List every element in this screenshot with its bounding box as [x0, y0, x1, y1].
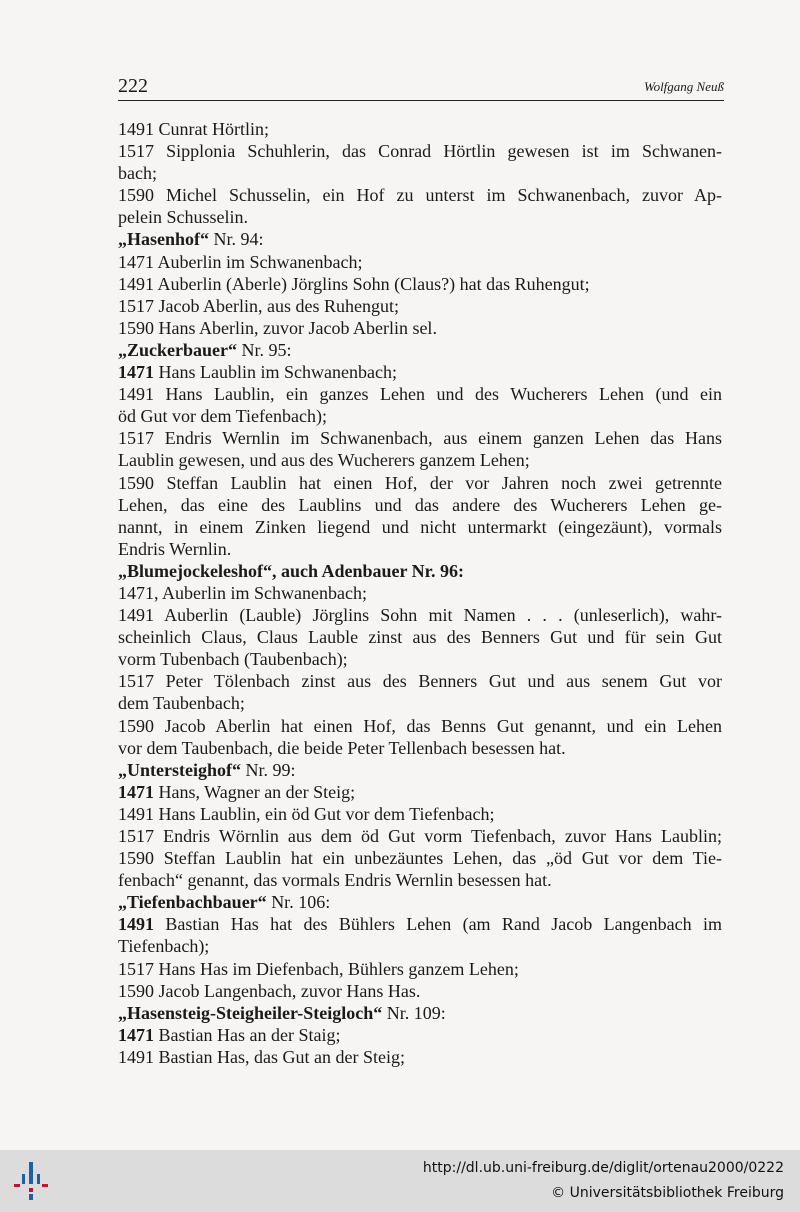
bold-heading-text: „Hasensteig-Steigheiler-Steigloch“	[118, 1002, 383, 1023]
text-line	[118, 273, 722, 295]
text-line	[118, 913, 722, 935]
text-line	[118, 980, 722, 1002]
line-text: 1590 Jacob Aberlin hat einen Hof, das Benns Gut genannt, und ein Lehen	[118, 715, 722, 736]
line-text: 1471 Auberlin im Schwanenbach;	[118, 251, 363, 272]
text-line	[118, 825, 722, 847]
line-text: 1491 Auberlin (Lauble) Jörglins Sohn mit Namen . . . (unleserlich), wahr-	[118, 605, 722, 626]
bold-heading-text: „Tiefenbachbauer“	[118, 892, 267, 913]
line-text: Laublin gewesen, und aus des Wucherers ganzem Lehen;	[118, 450, 530, 471]
line-text: 1491 Bastian Has, das Gut an der Steig;	[118, 1046, 405, 1067]
line-text: 1491 Hans Laublin, ein ganzes Lehen und des Wucherers Lehen (und ein	[118, 384, 722, 405]
bold-heading-text: „Zuckerbauer“	[118, 339, 237, 360]
line-text: bach;	[118, 163, 157, 184]
text-line	[118, 958, 722, 980]
text-line	[118, 1046, 722, 1068]
text-line	[118, 626, 722, 648]
running-head-author: Wolfgang Neuß	[643, 79, 724, 94]
line-text: nannt, in einem Zinken liegend und nicht untermarkt (eingezäunt), vormals	[118, 516, 722, 537]
bold-heading-text: 1471	[118, 781, 154, 802]
ub-freiburg-logo-icon[interactable]	[10, 1160, 52, 1202]
bold-heading-text: 1471	[118, 1024, 154, 1045]
text-line	[118, 560, 722, 582]
text-line	[118, 118, 722, 140]
text-line	[118, 1002, 722, 1024]
text-line	[118, 670, 722, 692]
line-text: Hans Laublin im Schwanenbach;	[154, 362, 397, 383]
line-text: vorm Tubenbach (Taubenbach);	[118, 649, 348, 670]
line-text: Nr. 95:	[237, 339, 292, 360]
line-text: Nr. 94:	[209, 229, 264, 250]
line-text: 1590 Hans Aberlin, zuvor Jacob Aberlin sel.	[118, 317, 437, 338]
line-text: vor dem Taubenbach, die beide Peter Tellenbach besessen hat.	[118, 737, 566, 758]
text-line	[118, 869, 722, 891]
line-text: 1471, Auberlin im Schwanenbach;	[118, 582, 367, 603]
line-text: 1517 Endris Wernlin im Schwanenbach, aus einem ganzen Lehen das Hans	[118, 428, 722, 449]
page-number: 222	[118, 75, 148, 97]
line-text: 1517 Hans Has im Diefenbach, Bühlers ganzem Lehen;	[118, 958, 519, 979]
page-header	[118, 74, 724, 101]
line-text: 1590 Steffan Laublin hat ein unbezäuntes Lehen, das „öd Gut vor dem Tie-	[118, 848, 722, 869]
text-line	[118, 1024, 722, 1046]
text-line	[118, 449, 722, 471]
text-line	[118, 692, 722, 714]
text-line	[118, 516, 722, 538]
line-text: Nr. 99:	[240, 759, 296, 780]
text-line	[118, 472, 722, 494]
text-line	[118, 383, 722, 405]
text-line	[118, 759, 722, 781]
line-text: 1517 Sipplonia Schuhlerin, das Conrad Hörtlin gewesen ist im Schwanen-	[118, 141, 722, 162]
text-line	[118, 317, 722, 339]
bold-heading-text: 1471	[118, 362, 154, 383]
text-line	[118, 184, 722, 206]
text-line	[118, 206, 722, 228]
line-text: Nr. 109:	[382, 1002, 446, 1023]
text-line	[118, 361, 722, 383]
text-line	[118, 162, 722, 184]
text-line	[118, 295, 722, 317]
bold-heading-text: 1491	[118, 914, 154, 935]
line-text: pelein Schusselin.	[118, 207, 248, 228]
line-text: 1590 Michel Schusselin, ein Hof zu unterst im Schwanenbach, zuvor Ap-	[118, 185, 722, 206]
text-line	[118, 582, 722, 604]
text-line	[118, 715, 722, 737]
line-text: fenbach“ genannt, das vormals Endris Wernlin besessen hat.	[118, 870, 552, 891]
text-line	[118, 604, 722, 626]
text-line	[118, 803, 722, 825]
text-line	[118, 648, 722, 670]
line-text: Tiefenbach);	[118, 936, 210, 957]
line-text: 1590 Steffan Laublin hat einen Hof, der vor Jahren noch zwei getrennte	[118, 472, 722, 493]
line-text: 1590 Jacob Langenbach, zuvor Hans Has.	[118, 980, 421, 1001]
line-text: 1517 Jacob Aberlin, aus des Ruhengut;	[118, 295, 399, 316]
line-text: Lehen, das eine des Laublins und das andere des Wucherers Lehen ge-	[118, 494, 722, 515]
line-text: 1517 Peter Tölenbach zinst aus des Benners Gut und aus senem Gut vor	[118, 671, 722, 692]
text-line	[118, 228, 722, 250]
line-text: 1491 Hans Laublin, ein öd Gut vor dem Tiefenbach;	[118, 803, 495, 824]
text-line	[118, 251, 722, 273]
text-line	[118, 891, 722, 913]
line-text: Bastian Has an der Staig;	[154, 1024, 341, 1045]
text-line	[118, 737, 722, 759]
line-text: Bastian Has hat des Bühlers Lehen (am Rand Jacob Langenbach im	[154, 914, 722, 935]
bold-heading-text: „Untersteighof“	[118, 759, 241, 780]
text-line	[118, 538, 722, 560]
line-text: öd Gut vor dem Tiefenbach);	[118, 406, 327, 427]
line-text: Endris Wernlin.	[118, 538, 232, 559]
line-text: Hans, Wagner an der Steig;	[154, 781, 356, 802]
line-text: 1491 Auberlin (Aberle) Jörglins Sohn (Claus?) hat das Ruhengut;	[118, 273, 590, 294]
line-text: scheinlich Claus, Claus Lauble zinst aus des Benners Gut und für sein Gut	[118, 627, 722, 648]
line-text: 1517 Endris Wörnlin aus dem öd Gut vorm Tiefenbach, zuvor Hans Laublin;	[118, 826, 722, 846]
source-url-link[interactable]: http://dl.ub.uni-freiburg.de/diglit/ortenau2000/0222	[422, 1160, 784, 1176]
text-line	[118, 935, 722, 957]
bold-heading-text: „Hasenhof“	[118, 229, 210, 250]
text-line	[118, 405, 722, 427]
line-text: 1491 Cunrat Hörtlin;	[118, 119, 269, 139]
text-line	[118, 427, 722, 449]
line-text: Nr. 106:	[266, 892, 331, 913]
text-line	[118, 494, 722, 516]
text-line	[118, 140, 722, 162]
document-body	[118, 118, 722, 1068]
copyright-notice: © Universitätsbibliothek Freiburg	[551, 1185, 784, 1201]
bold-heading-text: „Blumejockeleshof“, auch Adenbauer Nr. 96:	[118, 560, 465, 581]
text-line	[118, 847, 722, 869]
text-line	[118, 339, 722, 361]
text-line	[118, 781, 722, 803]
line-text: dem Taubenbach;	[118, 693, 245, 714]
